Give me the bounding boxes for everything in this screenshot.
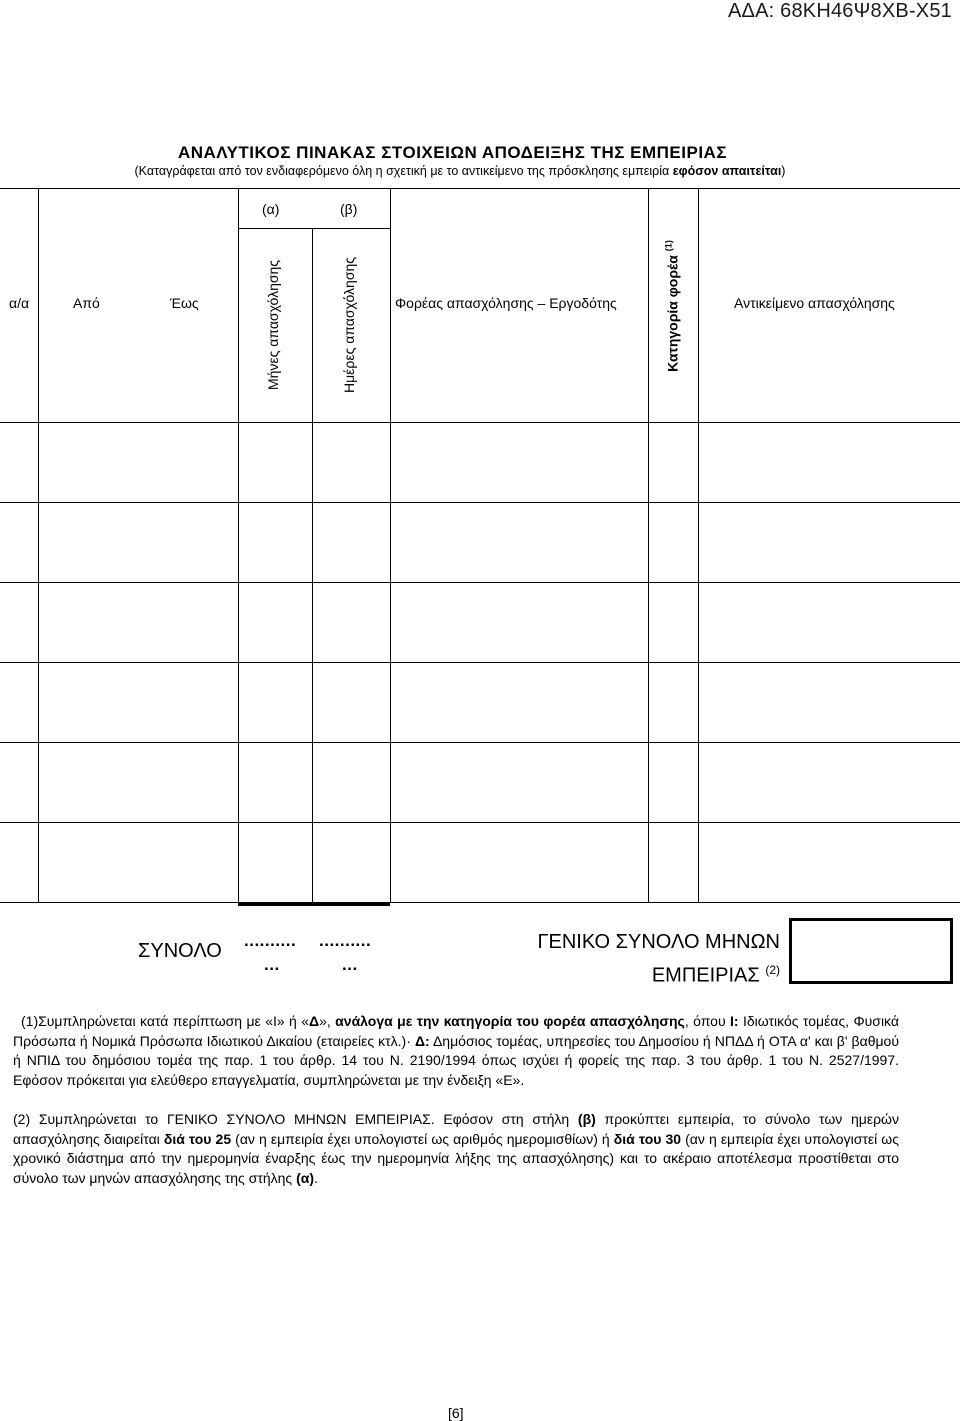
footnote-1-bold: Δ: <box>414 1032 430 1049</box>
group-label-b: (β) <box>340 201 358 217</box>
col-header-days <box>341 257 357 393</box>
general-total-box[interactable] <box>789 918 953 984</box>
total-label: ΣΥΝΟΛΟ <box>138 940 222 962</box>
col-border <box>698 188 699 902</box>
footnote-2-text: προκύπτει εμπειρία, το σύνολο των ημερών απασχόλησης διαιρείται <box>13 1111 899 1147</box>
footnote-2-bold: (β) <box>577 1111 596 1127</box>
table-row-line <box>0 822 960 823</box>
col-header-category-sup: (1) <box>663 240 674 252</box>
general-total-label <box>537 928 780 990</box>
footnote-2-text: (αν η εμπειρία έχει υπολογιστεί ως αριθμός ημερομισθίων) ή <box>231 1130 614 1147</box>
table-bottom-border <box>0 902 960 903</box>
group-row-border <box>238 228 390 229</box>
col-header-aa: α/α <box>9 295 30 311</box>
col-header-category-text: Κατηγορία φορέα <box>664 255 681 372</box>
total-months-dots: .......... <box>244 931 297 950</box>
col-header-employer: Φορέας απασχόλησης – Εργοδότης <box>395 295 617 311</box>
footnote-1-bold: ανάλογα με την κατηγορία του φορέα απασχόλησης <box>335 1013 685 1029</box>
table-top-border <box>0 188 960 189</box>
col-header-from: Από <box>73 295 100 311</box>
footnote-2-bold: (α) <box>296 1169 315 1186</box>
total-days-dots: .......... <box>319 931 372 950</box>
col-border <box>648 188 649 902</box>
document-title: ΑΝΑΛΥΤΙΚΟΣ ΠΙΝΑΚΑΣ ΣΤΟΙΧΕΙΩΝ ΑΠΟΔΕΙΞΗΣ ΤΗΣ ΕΜΠΕΙΡΙΑΣ <box>177 143 728 162</box>
general-total-line2: ΕΜΠΕΙΡΙΑΣ <box>651 964 760 987</box>
subtitle-text: (Καταγράφεται από τον ενδιαφερόμενο όλη η σχετική με το αντικείμενο της πρόσκλησης εμπειρία <box>134 164 673 178</box>
footnote-1-number: (1) <box>21 1013 39 1029</box>
document-subtitle <box>0 164 920 178</box>
col-header-object: Αντικείμενο απασχόλησης <box>734 295 895 311</box>
table-row-line <box>0 502 960 503</box>
footnote-1-bold: Ι: <box>730 1013 739 1029</box>
col-border <box>390 188 391 902</box>
footnote-2 <box>13 1110 899 1188</box>
col-border <box>312 228 313 902</box>
footnote-1-text: , όπου <box>684 1013 731 1029</box>
general-total-line1: ΓΕΝΙΚΟ ΣΥΝΟΛΟ ΜΗΝΩΝ <box>537 931 780 953</box>
footnote-1-bold: Δ <box>309 1013 320 1029</box>
footnote-2-text: (2) Συμπληρώνεται το ΓΕΝΙΚΟ ΣΥΝΟΛΟ ΜΗΝΩΝ ΕΜΠΕΙΡΙΑΣ. Εφόσον στη στήλη <box>13 1111 578 1127</box>
footnote-1-text: Δημόσιος τομέας, υπηρεσίες του Δημοσίου ή ΝΠΔΔ ή ΟΤΑ α' και β' βαθμού ή ΝΠΙΔ του δημόσιου τομέα της παρ. 1 του άρθρ. 14 του Ν. 2190/1994 όπως ισχύει ή φορείς της παρ. 3 του άρθρ. 1 του Ν. 2527/1997. Εφόσον πρόκειται για ελεύθερο επαγγελματία, συμπληρώνεται με την ένδειξη «Ε». <box>13 1032 899 1088</box>
footnote-2-text: (αν η εμπειρία έχει υπολογιστεί ως χρονικό διάστημα από την ημερομηνία έναρξης έως την ημερομηνία λήξης της απασχόλησης) και το ακέραιο αποτέλεσμα προστίθεται στο σύνολο των μηνών απασχόλησης της στήλης <box>13 1130 899 1186</box>
footnote-1-text: », <box>319 1013 336 1029</box>
total-days-dots-2: ... <box>342 955 358 974</box>
col-header-months <box>265 260 281 390</box>
col-border <box>38 188 39 902</box>
page-number: [6] <box>448 1405 464 1421</box>
col-header-months-text: Μήνες απασχόλησης <box>265 259 281 391</box>
ada-code: ΑΔΑ: 68ΚΗ46Ψ8ΧΒ-Χ51 <box>728 0 952 22</box>
footnote-2-text: . <box>314 1169 318 1186</box>
total-months-dots-2: ... <box>264 955 280 974</box>
footnote-2-bold: διά του 25 <box>163 1130 232 1147</box>
group-label-a: (α) <box>262 201 280 217</box>
col-border <box>238 188 239 902</box>
totals-top-border <box>238 903 390 906</box>
col-header-to: Έως <box>170 295 199 311</box>
col-header-category <box>664 240 681 372</box>
general-total-line2-wrap <box>537 956 780 990</box>
header-bottom-border <box>0 422 960 423</box>
subtitle-emphasis: εφόσον απαιτείται <box>672 164 782 178</box>
general-total-sup: (2) <box>765 963 780 977</box>
footnote-2-bold: διά του 30 <box>613 1130 682 1147</box>
table-row-line <box>0 582 960 583</box>
footnote-1-text: Ιδιωτικός τομέας, Φυσικά Πρόσωπα ή Νομικά Πρόσωπα Ιδιωτικού Δικαίου (εταιρείες κτλ.)· <box>13 1013 899 1049</box>
footnote-1-text: Συμπληρώνεται κατά περίπτωση με «Ι» ή « <box>38 1013 310 1029</box>
table-row-line <box>0 742 960 743</box>
col-header-days-text: Ημέρες απασχόλησης <box>341 256 357 394</box>
table-row-line <box>0 662 960 663</box>
subtitle-close: ) <box>781 164 786 178</box>
footnote-1 <box>13 1012 899 1090</box>
